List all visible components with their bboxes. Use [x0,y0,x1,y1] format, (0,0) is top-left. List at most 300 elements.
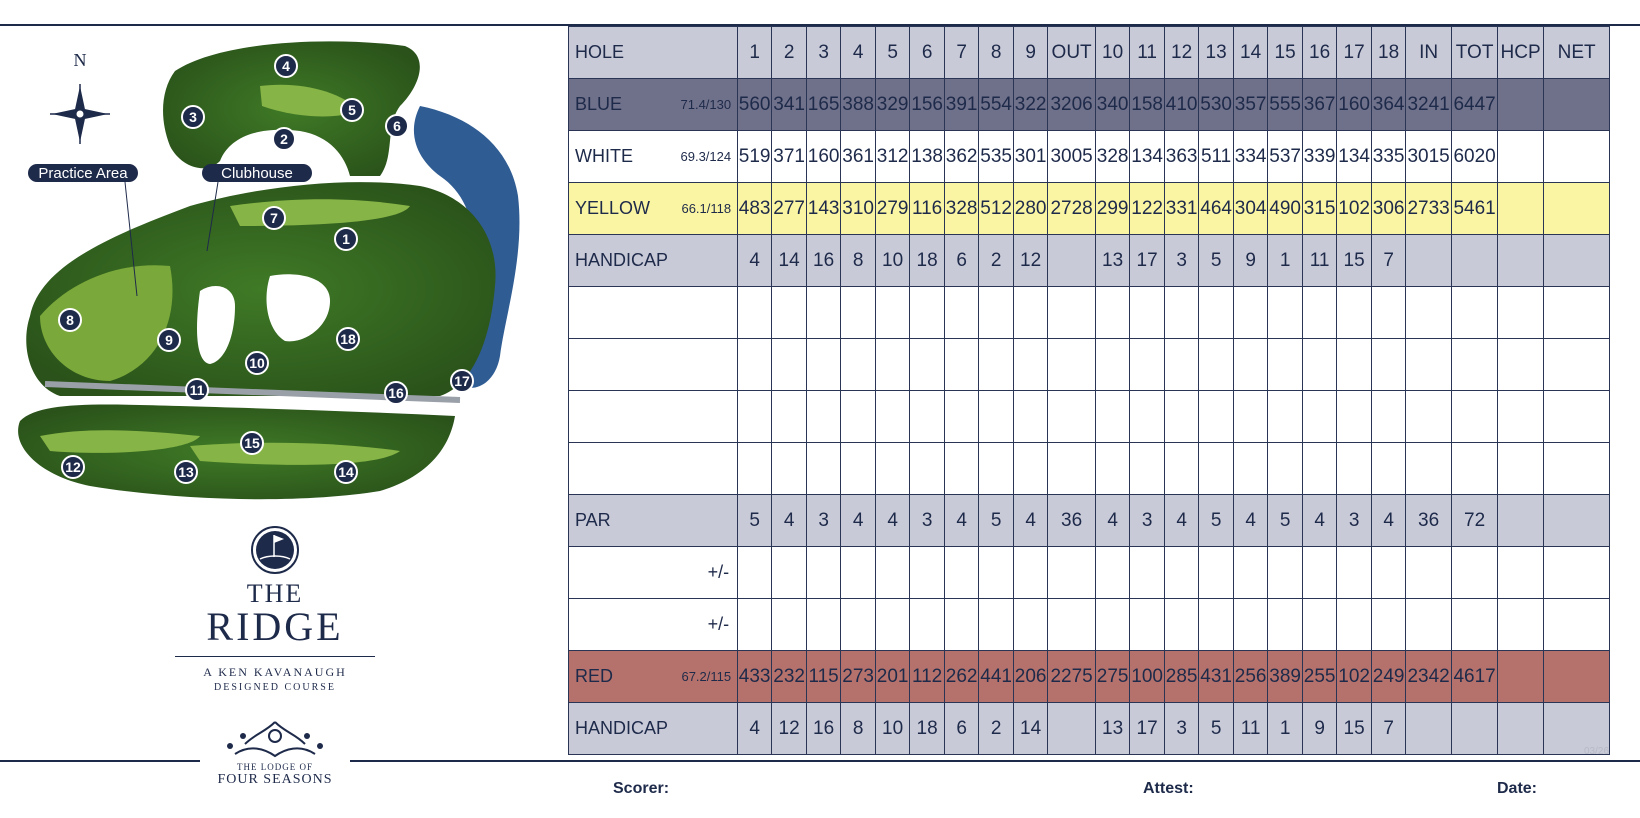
hole-marker-6 [386,115,408,137]
score-entry-cell[interactable] [1165,391,1199,443]
print-code: 03/26 [1584,746,1610,757]
par-row [569,495,1610,547]
score-entry-cell[interactable] [910,287,945,339]
hole-number-cell: 11 [1130,27,1165,79]
plus-minus-cell[interactable] [772,599,807,651]
score-entry-cell[interactable] [1165,443,1199,495]
yardage-cell: 3015 [1406,131,1452,183]
score-entry-cell[interactable] [910,443,945,495]
svg-text:1: 1 [342,231,350,247]
score-entry-cell[interactable] [738,339,772,391]
yardage-cell: 328 [945,183,979,235]
handicap-cell: 6 [945,235,979,287]
yardage-cell: 433 [738,651,772,703]
score-entry-cell[interactable] [738,443,772,495]
handicap-cell: 1 [1268,703,1303,755]
score-entry-cell[interactable] [945,339,979,391]
yardage-cell: 6447 [1452,79,1498,131]
yardage-cell: 275 [1096,651,1130,703]
score-entry-cell[interactable] [1048,287,1096,339]
svg-text:4: 4 [282,58,290,74]
plus-minus-row [569,599,1610,651]
yardage-cell: 2342 [1406,651,1452,703]
score-entry-cell[interactable] [1337,339,1372,391]
plus-minus-cell[interactable] [945,547,979,599]
handicap-cell: 8 [841,235,876,287]
par-cell: 4 [1014,495,1048,547]
score-entry-cell[interactable] [1406,287,1452,339]
course-branding [160,525,390,693]
yardage-cell: 535 [979,131,1014,183]
score-entry-cell[interactable] [807,339,841,391]
handicap-cell: 3 [1165,235,1199,287]
plus-minus-cell[interactable] [979,599,1014,651]
plus-minus-cell[interactable] [1199,599,1234,651]
hole-number-cell: 10 [1096,27,1130,79]
yardage-cell [1544,183,1610,235]
hole-marker-3 [182,106,204,128]
par-cell: 3 [1130,495,1165,547]
yardage-cell [1498,183,1544,235]
ornament-icon [215,714,335,764]
plus-minus-cell[interactable] [1268,599,1303,651]
par-cell: 4 [772,495,807,547]
tee-row-blue-rating: 71.4/130 [681,79,738,131]
tee-row-red [569,651,1610,703]
player-name-cell[interactable] [569,391,738,443]
tee-row-yellow-rating: 66.1/118 [681,183,738,235]
plus-minus-cell[interactable] [1452,547,1498,599]
handicap-cell: 12 [1014,235,1048,287]
score-entry-cell[interactable] [772,339,807,391]
plus-minus-cell[interactable] [1544,547,1610,599]
hole-number-cell: 5 [876,27,910,79]
hole-header-row-label: HOLE [569,27,738,79]
player-name-cell[interactable] [569,443,738,495]
plus-minus-cell[interactable] [807,547,841,599]
attest-label: Attest: [1143,780,1194,797]
score-entry-cell[interactable] [979,339,1014,391]
score-entry-cell[interactable] [1544,339,1610,391]
yardage-cell: 363 [1165,131,1199,183]
plus-minus-cell[interactable] [1130,599,1165,651]
plus-minus-cell[interactable] [945,599,979,651]
plus-minus-cell[interactable] [1014,547,1048,599]
score-entry-cell[interactable] [1234,443,1268,495]
plus-minus-cell[interactable] [1130,547,1165,599]
score-entry-cell[interactable] [945,391,979,443]
hole-number-cell: 8 [979,27,1014,79]
yardage-cell: 299 [1096,183,1130,235]
score-entry-cell[interactable] [807,391,841,443]
plus-minus-cell[interactable] [1303,547,1337,599]
hole-marker-4 [275,55,297,77]
hole-marker-18 [337,328,359,350]
score-entry-cell[interactable] [1452,287,1498,339]
score-entry-cell[interactable] [1337,287,1372,339]
plus-minus-cell[interactable] [1406,599,1452,651]
handicap-cell: 9 [1234,235,1268,287]
handicap-cell: 10 [876,235,910,287]
handicap-cell: 7 [1372,235,1406,287]
par-cell: 4 [876,495,910,547]
score-entry-cell[interactable] [1268,339,1303,391]
tee-row-blue [569,79,1610,131]
score-entry-cell[interactable] [1544,443,1610,495]
yardage-cell [1498,131,1544,183]
plus-minus-cell[interactable] [1165,599,1199,651]
yardage-cell: 262 [945,651,979,703]
yardage-cell: 367 [1303,79,1337,131]
practice-area-label: Practice Area [38,165,128,182]
handicap-cell [1498,235,1544,287]
handicap-cell: 2 [979,235,1014,287]
yardage-cell: 2275 [1048,651,1096,703]
plus-minus-cell[interactable] [1268,547,1303,599]
score-entry-cell[interactable] [1234,391,1268,443]
score-entry-cell[interactable] [945,287,979,339]
plus-minus-cell[interactable] [1452,599,1498,651]
brand-designer: A KEN KAVANAUGH [203,665,347,679]
handicap-cell: 4 [738,235,772,287]
yardage-cell: 511 [1199,131,1234,183]
score-entry-cell[interactable] [1406,443,1452,495]
score-entry-cell[interactable] [841,443,876,495]
hole-number-cell: NET [1544,27,1610,79]
score-entry-cell[interactable] [1337,391,1372,443]
score-entry-cell[interactable] [1199,339,1234,391]
score-entry-cell[interactable] [1406,391,1452,443]
yardage-cell: 431 [1199,651,1234,703]
plus-minus-cell[interactable] [1048,547,1096,599]
hole-number-cell: 9 [1014,27,1048,79]
plus-minus-cell[interactable] [1303,599,1337,651]
hole-number-cell: 4 [841,27,876,79]
plus-minus-cell[interactable] [841,547,876,599]
par-cell [1544,495,1610,547]
plus-minus-cell[interactable] [1048,599,1096,651]
handicap-cell: 10 [876,703,910,755]
player-score-row [569,391,1610,443]
score-entry-cell[interactable] [1165,287,1199,339]
yardage-cell: 560 [738,79,772,131]
score-entry-cell[interactable] [1096,339,1130,391]
score-entry-cell[interactable] [1303,391,1337,443]
score-entry-cell[interactable] [1234,339,1268,391]
score-entry-cell[interactable] [1130,443,1165,495]
score-entry-cell[interactable] [1014,287,1048,339]
score-entry-cell[interactable] [910,339,945,391]
plus-minus-label: +/- [569,599,738,651]
par-cell: 36 [1406,495,1452,547]
score-entry-cell[interactable] [1498,443,1544,495]
hole-marker-11 [186,379,208,401]
lodge-prefix: THE LODGE OF [237,762,313,772]
hole-number-cell: HCP [1498,27,1544,79]
score-entry-cell[interactable] [772,443,807,495]
handicap-cell: 15 [1337,235,1372,287]
score-entry-cell[interactable] [1544,391,1610,443]
plus-minus-cell[interactable] [738,599,772,651]
plus-minus-cell[interactable] [1165,547,1199,599]
plus-minus-cell[interactable] [1372,599,1406,651]
svg-text:9: 9 [165,332,173,348]
plus-minus-cell[interactable] [910,547,945,599]
score-entry-cell[interactable] [1303,443,1337,495]
plus-minus-cell[interactable] [1096,599,1130,651]
score-entry-cell[interactable] [841,391,876,443]
plus-minus-cell[interactable] [807,599,841,651]
score-entry-cell[interactable] [1452,443,1498,495]
score-entry-cell[interactable] [910,391,945,443]
plus-minus-cell[interactable] [1544,599,1610,651]
yardage-cell: 334 [1234,131,1268,183]
score-entry-cell[interactable] [1372,339,1406,391]
hole-number-cell: 15 [1268,27,1303,79]
yardage-cell: 362 [945,131,979,183]
plus-minus-cell[interactable] [1014,599,1048,651]
yardage-cell: 310 [841,183,876,235]
golf-flag-logo-icon [250,525,300,575]
tee-row-blue-label: BLUE [569,79,681,131]
par-cell: 3 [807,495,841,547]
svg-text:16: 16 [388,385,404,401]
plus-minus-cell[interactable] [910,599,945,651]
yardage-cell: 315 [1303,183,1337,235]
yardage-cell: 3241 [1406,79,1452,131]
score-entry-cell[interactable] [876,391,910,443]
svg-text:5: 5 [348,102,356,118]
hole-number-cell: 18 [1372,27,1406,79]
plus-minus-cell[interactable] [841,599,876,651]
score-entry-cell[interactable] [1303,339,1337,391]
plus-minus-cell[interactable] [1337,547,1372,599]
score-entry-cell[interactable] [1014,339,1048,391]
score-entry-cell[interactable] [876,339,910,391]
yardage-cell: 304 [1234,183,1268,235]
handicap-row-label: HANDICAP [569,235,738,287]
score-entry-cell[interactable] [1372,287,1406,339]
yardage-cell: 2728 [1048,183,1096,235]
par-cell [1498,495,1544,547]
yardage-cell: 134 [1337,131,1372,183]
yardage-cell: 122 [1130,183,1165,235]
score-entry-cell[interactable] [807,287,841,339]
score-entry-cell[interactable] [979,443,1014,495]
yardage-cell: 138 [910,131,945,183]
yardage-cell: 341 [772,79,807,131]
score-entry-cell[interactable] [1199,391,1234,443]
handicap-cell [1406,703,1452,755]
score-entry-cell[interactable] [1544,287,1610,339]
svg-text:15: 15 [244,435,260,451]
yardage-cell: 3206 [1048,79,1096,131]
hole-marker-13 [175,461,197,483]
yardage-cell: 277 [772,183,807,235]
score-entry-cell[interactable] [841,287,876,339]
yardage-cell: 512 [979,183,1014,235]
yardage-cell: 312 [876,131,910,183]
brand-name: RIDGE [206,604,344,649]
score-entry-cell[interactable] [876,287,910,339]
player-name-cell[interactable] [569,287,738,339]
plus-minus-cell[interactable] [1337,599,1372,651]
score-entry-cell[interactable] [1165,339,1199,391]
score-entry-cell[interactable] [1048,339,1096,391]
brand-divider [175,656,375,657]
plus-minus-cell[interactable] [1406,547,1452,599]
score-entry-cell[interactable] [1498,391,1544,443]
plus-minus-cell[interactable] [1234,547,1268,599]
yardage-cell: 255 [1303,651,1337,703]
yardage-cell [1544,131,1610,183]
score-entry-cell[interactable] [1199,287,1234,339]
yardage-cell: 410 [1165,79,1199,131]
tee-row-yellow [569,183,1610,235]
compass-north-label: N [73,50,87,70]
par-cell: 4 [1234,495,1268,547]
svg-text:12: 12 [65,459,81,475]
yardage-cell: 100 [1130,651,1165,703]
handicap-cell: 18 [910,235,945,287]
plus-minus-cell[interactable] [1498,599,1544,651]
hole-marker-16 [385,382,407,404]
handicap-cell: 11 [1303,235,1337,287]
score-entry-cell[interactable] [1130,287,1165,339]
player-score-row [569,443,1610,495]
plus-minus-cell[interactable] [1372,547,1406,599]
handicap-cell: 8 [841,703,876,755]
svg-text:17: 17 [454,373,470,389]
player-name-cell[interactable] [569,339,738,391]
score-entry-cell[interactable] [738,391,772,443]
tee-row-red-rating: 67.2/115 [681,651,738,703]
handicap-cell: 12 [772,703,807,755]
hole-marker-5 [341,99,363,121]
score-entry-cell[interactable] [1048,443,1096,495]
hole-number-cell: OUT [1048,27,1096,79]
score-entry-cell[interactable] [1303,287,1337,339]
score-entry-cell[interactable] [979,287,1014,339]
yardage-cell [1544,79,1610,131]
score-entry-cell[interactable] [1096,443,1130,495]
score-entry-cell[interactable] [945,443,979,495]
yardage-cell: 232 [772,651,807,703]
score-entry-cell[interactable] [1337,443,1372,495]
score-entry-cell[interactable] [738,287,772,339]
plus-minus-cell[interactable] [979,547,1014,599]
score-entry-cell[interactable] [1096,391,1130,443]
yardage-cell: 335 [1372,131,1406,183]
yardage-cell: 285 [1165,651,1199,703]
handicap-row [569,235,1610,287]
handicap-cell [1544,235,1610,287]
yardage-cell: 306 [1372,183,1406,235]
score-entry-cell[interactable] [1096,287,1130,339]
plus-minus-cell[interactable] [738,547,772,599]
yardage-cell: 483 [738,183,772,235]
hole-marker-7 [263,207,285,229]
par-cell: 4 [841,495,876,547]
compass-icon [50,50,110,144]
handicap-cell [1406,235,1452,287]
yardage-cell: 165 [807,79,841,131]
hole-number-cell: 16 [1303,27,1337,79]
handicap-cell [1452,235,1498,287]
plus-minus-cell[interactable] [1096,547,1130,599]
plus-minus-cell[interactable] [876,599,910,651]
plus-minus-cell[interactable] [772,547,807,599]
score-entry-cell[interactable] [807,443,841,495]
score-entry-cell[interactable] [1048,391,1096,443]
handicap-cell: 16 [807,703,841,755]
svg-text:13: 13 [178,464,194,480]
tee-row-red-label: RED [569,651,681,703]
score-entry-cell[interactable] [1498,339,1544,391]
plus-minus-cell[interactable] [1234,599,1268,651]
hole-marker-1 [335,228,357,250]
score-entry-cell[interactable] [1452,339,1498,391]
yardage-cell: 357 [1234,79,1268,131]
score-entry-cell[interactable] [1498,287,1544,339]
hole-number-cell: 2 [772,27,807,79]
score-entry-cell[interactable] [772,391,807,443]
score-entry-cell[interactable] [876,443,910,495]
score-entry-cell[interactable] [1268,287,1303,339]
score-entry-cell[interactable] [1268,443,1303,495]
hole-number-cell: 1 [738,27,772,79]
score-entry-cell[interactable] [1014,443,1048,495]
handicap-cell: 13 [1096,235,1130,287]
handicap-cell: 16 [807,235,841,287]
plus-minus-cell[interactable] [876,547,910,599]
plus-minus-cell[interactable] [1199,547,1234,599]
score-entry-cell[interactable] [1130,391,1165,443]
svg-text:2: 2 [280,131,288,147]
yardage-cell: 519 [738,131,772,183]
yardage-cell: 490 [1268,183,1303,235]
plus-minus-label: +/- [569,547,738,599]
plus-minus-cell[interactable] [1498,547,1544,599]
hole-marker-2 [273,128,295,150]
yardage-cell: 3005 [1048,131,1096,183]
score-entry-cell[interactable] [1406,339,1452,391]
hole-number-cell: 3 [807,27,841,79]
score-entry-cell[interactable] [841,339,876,391]
yardage-cell [1498,651,1544,703]
score-entry-cell[interactable] [1014,391,1048,443]
score-entry-cell[interactable] [1452,391,1498,443]
handicap-cell: 15 [1337,703,1372,755]
yardage-cell: 328 [1096,131,1130,183]
score-entry-cell[interactable] [1130,339,1165,391]
svg-text:8: 8 [66,312,74,328]
score-entry-cell[interactable] [1234,287,1268,339]
score-entry-cell[interactable] [1268,391,1303,443]
score-entry-cell[interactable] [1199,443,1234,495]
par-cell: 5 [1199,495,1234,547]
lodge-name: FOUR SEASONS [217,772,333,787]
score-entry-cell[interactable] [1372,443,1406,495]
yardage-cell: 391 [945,79,979,131]
hole-marker-15 [241,432,263,454]
yardage-cell: 160 [1337,79,1372,131]
score-entry-cell[interactable] [1372,391,1406,443]
score-entry-cell[interactable] [772,287,807,339]
yardage-cell: 134 [1130,131,1165,183]
score-entry-cell[interactable] [979,391,1014,443]
yardage-cell: 156 [910,79,945,131]
